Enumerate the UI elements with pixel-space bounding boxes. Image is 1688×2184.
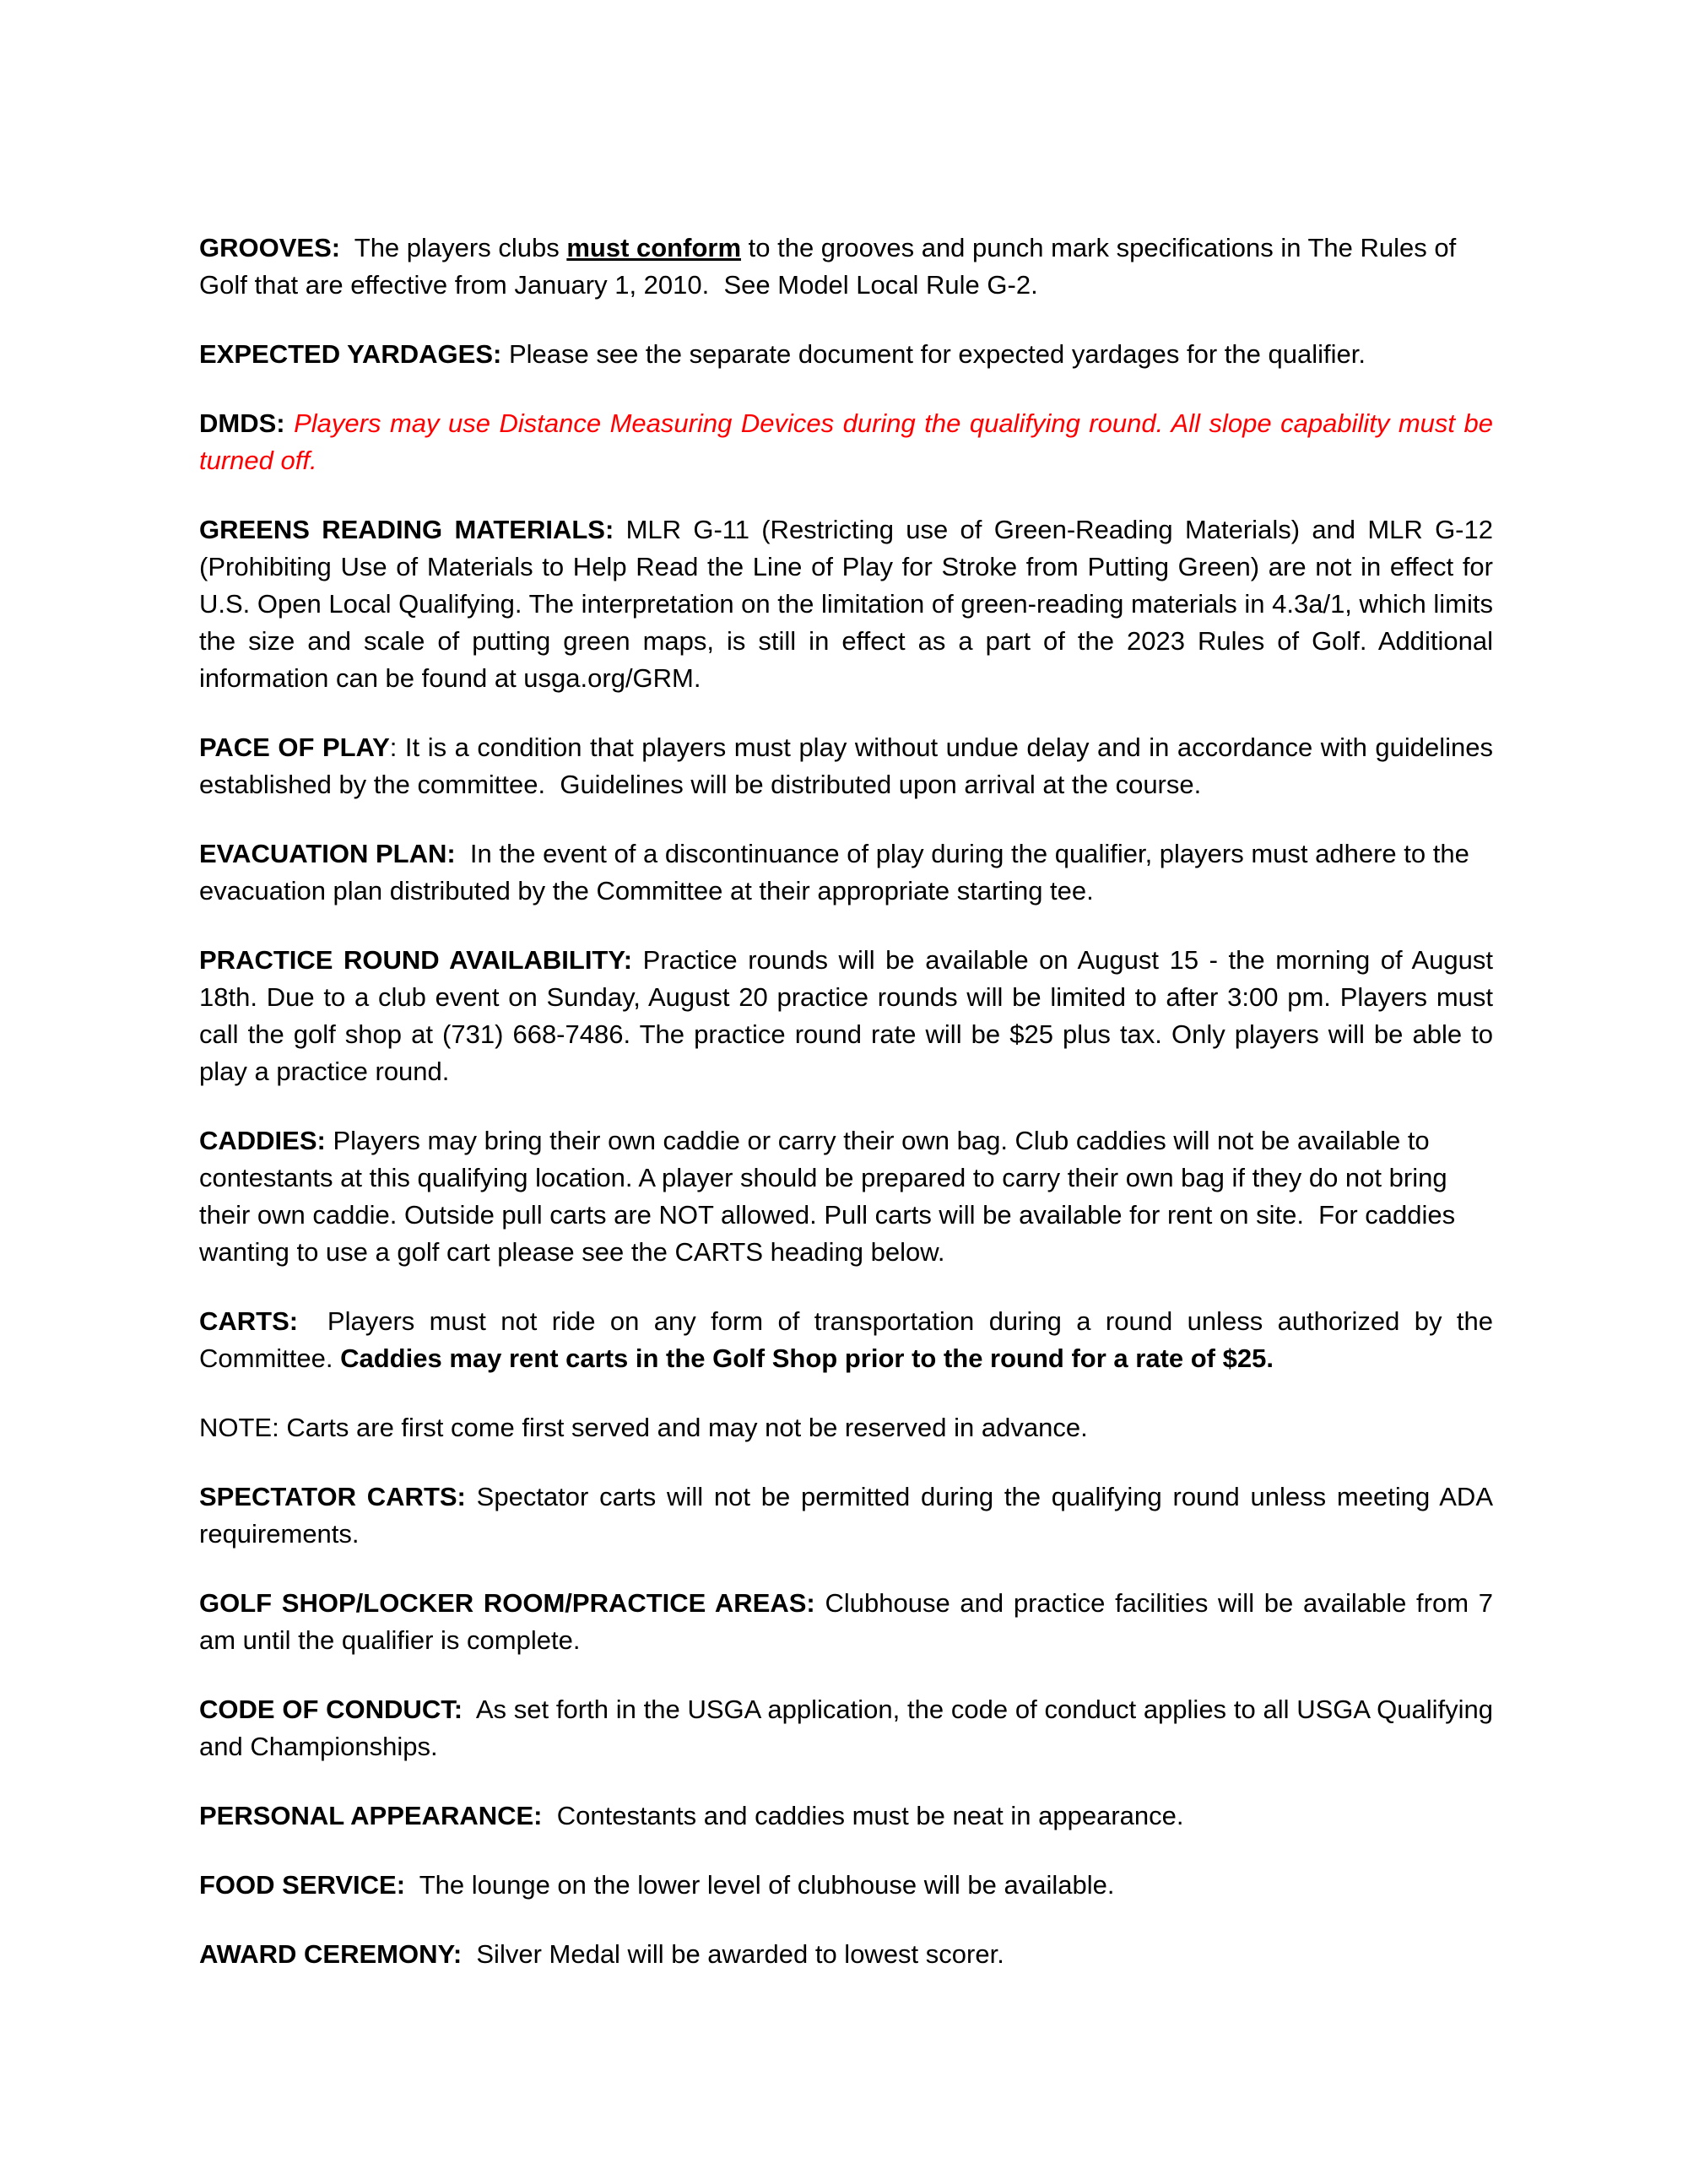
section-practice-round-availability [199,942,1493,1090]
section-golf-shop-locker-room-practice-areas [199,1585,1493,1659]
section-food-service [199,1867,1493,1904]
code-of-conduct-run-regular: As set forth in the USGA application, the code of conduct applies to all USGA Qualifying and Championships. [199,1695,1493,1761]
code-of-conduct-run-bold: CODE OF CONDUCT: [199,1695,463,1724]
carts-run-bold: CARTS: [199,1306,299,1336]
food-service-run-bold: FOOD SERVICE: [199,1870,406,1900]
spectator-carts-run-regular: Spectator carts will not be permitted during the qualifying round unless meeting ADA requirements. [199,1482,1493,1549]
section-code-of-conduct [199,1691,1493,1765]
grooves-run-regular: to the grooves and punch mark specifications in The Rules of Golf that are effective from January 1, 2010. See Model Local Rule G-2. [199,233,1457,300]
pace-of-play-run-regular: : It is a condition that players must play without undue delay and in accordance with guidelines established by the committee. Guidelines will be distributed upon arrival at the course. [199,733,1493,799]
section-greens-reading-materials [199,511,1493,697]
personal-appearance-run-regular: Contestants and caddies must be neat in appearance. [542,1801,1184,1830]
greens-reading-materials-run-bold: GREENS READING MATERIALS: [199,515,614,544]
section-grooves [199,230,1493,304]
golf-shop-locker-room-practice-areas-run-bold: GOLF SHOP/LOCKER ROOM/PRACTICE AREAS: [199,1588,815,1618]
food-service-run-regular: The lounge on the lower level of clubhouse will be available. [405,1870,1115,1900]
carts-run-bold: Caddies may rent carts in the Golf Shop prior to the round for a rate of $25. [340,1343,1274,1373]
practice-round-availability-run-bold: PRACTICE ROUND AVAILABILITY: [199,945,633,975]
caddies-run-bold: CADDIES: [199,1126,326,1155]
spectator-carts-run-bold: SPECTATOR CARTS: [199,1482,466,1511]
grooves-run-bold: GROOVES: [199,233,341,262]
expected-yardages-run-bold: EXPECTED YARDAGES: [199,339,502,369]
section-pace-of-play [199,729,1493,803]
section-carts [199,1303,1493,1377]
evacuation-plan-run-regular: In the event of a discontinuance of play during the qualifier, players must adhere to the evacuation plan distributed by the Committee at their appropriate starting tee. [199,839,1469,905]
carts-run-regular: Players must not ride on any form of transportation during a round unless authorized by the Committee. [199,1306,1493,1373]
expected-yardages-run-regular: Please see the separate document for expected yardages for the qualifier. [501,339,1366,369]
section-award-ceremony [199,1936,1493,1973]
dmds-run-bold: DMDS: [199,408,285,438]
caddies-run-regular: Players may bring their own caddie or carry their own bag. Club caddies will not be available to contestants at this qualifying location. A player should be prepared to carry their own bag if they do not bring their own caddie. Outside pull carts are NOT allowed. Pull carts will be available for rent on site. For caddies wanting to use a golf cart please see the CARTS heading below. [199,1126,1456,1267]
note-run-regular: NOTE: Carts are first come first served and may not be reserved in advance. [199,1413,1088,1442]
golf-shop-locker-room-practice-areas-run-regular: Clubhouse and practice facilities will be available from 7 am until the qualifier is complete. [199,1588,1493,1655]
pace-of-play-run-bold: PACE OF PLAY [199,733,390,762]
evacuation-plan-run-bold: EVACUATION PLAN: [199,839,456,868]
award-ceremony-run-regular: Silver Medal will be awarded to lowest scorer. [462,1939,1004,1969]
section-dmds [199,405,1493,479]
section-personal-appearance [199,1797,1493,1835]
document-body [199,230,1493,1973]
section-evacuation-plan [199,835,1493,910]
practice-round-availability-run-regular: Practice rounds will be available on August 15 - the morning of August 18th. Due to a club event on Sunday, August 20 practice rounds will be limited to after 3:00 pm. Players must call the golf shop at (731) 668-7486. The practice round rate will be $25 plus tax. Only players will be able to play a practice round. [199,945,1493,1086]
award-ceremony-run-bold: AWARD CEREMONY: [199,1939,463,1969]
section-spectator-carts [199,1479,1493,1553]
section-caddies [199,1122,1493,1271]
grooves-run-regular: The players clubs [340,233,567,262]
section-note [199,1409,1493,1446]
grooves-run-bold-underline: must conform [566,233,742,262]
greens-reading-materials-run-regular: MLR G-11 (Restricting use of Green-Reading Materials) and MLR G-12 (Prohibiting Use of Materials to Help Read the Line of Play for Stroke from Putting Green) are not in effect for U.S. Open Local Qualifying. The interpretation on the limitation of green-reading materials in 4.3a/1, which limits the size and scale of putting green maps, is still in effect as a part of the 2023 Rules of Golf. Additional information can be found at usga.org/GRM. [199,515,1494,693]
section-expected-yardages [199,336,1493,373]
dmds-run-red-italic: Players may use Distance Measuring Devices during the qualifying round. All slope capability must be turned off. [199,408,1493,475]
personal-appearance-run-bold: PERSONAL APPEARANCE: [199,1801,543,1830]
